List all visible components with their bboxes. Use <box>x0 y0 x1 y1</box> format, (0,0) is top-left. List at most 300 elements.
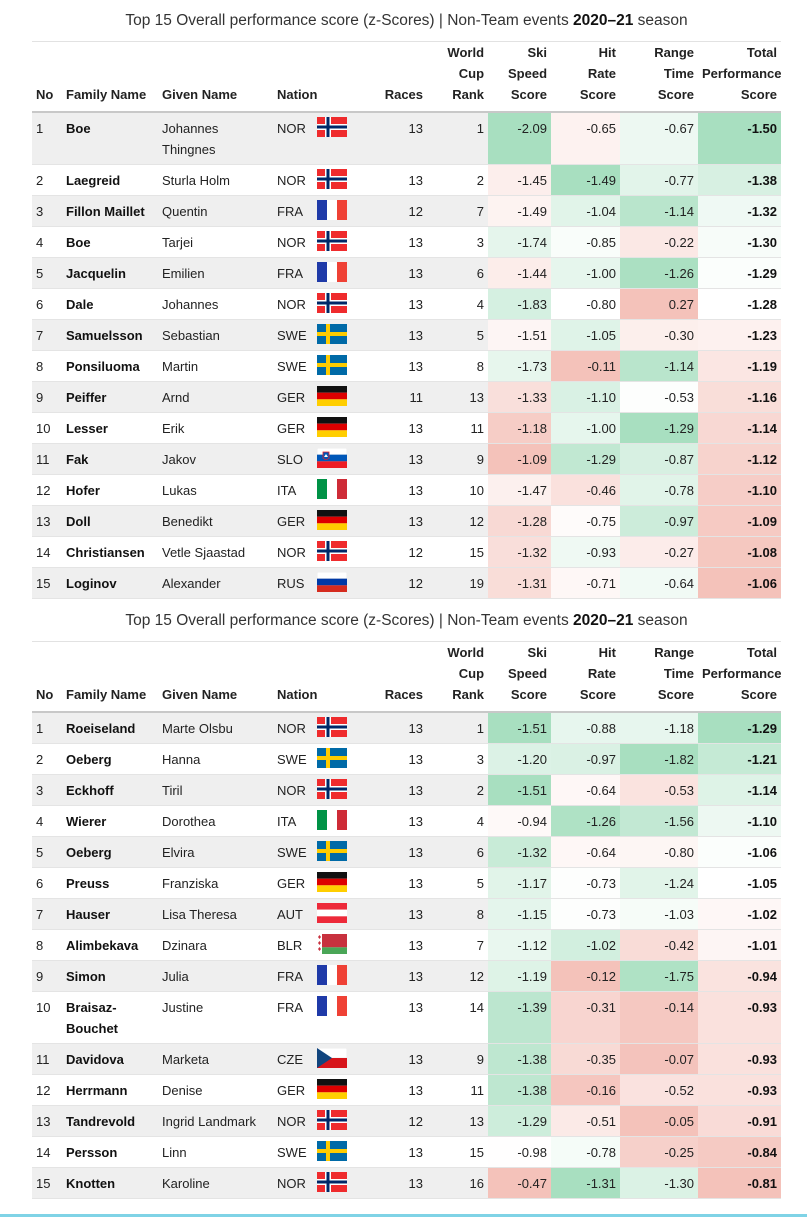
cell-given-name: Dzinara <box>158 930 273 961</box>
cell-family-name: Samuelsson <box>62 320 158 351</box>
cell-total-performance-score: -1.32 <box>698 196 781 227</box>
cell-family-name: Eckhoff <box>62 775 158 806</box>
cell-flag <box>315 1075 367 1106</box>
cell-world-cup-rank: 8 <box>427 351 488 382</box>
cell-hit-rate-score: -0.75 <box>551 506 620 537</box>
cell-nation: NOR <box>273 1168 315 1199</box>
header-line: Rate <box>587 66 617 81</box>
cell-no: 10 <box>32 413 62 444</box>
table-row <box>32 868 781 899</box>
cell-races: 13 <box>367 1137 427 1168</box>
header-line: World <box>447 45 485 60</box>
cell-ski-speed-score: -1.18 <box>488 413 551 444</box>
cell-world-cup-rank: 12 <box>427 961 488 992</box>
table-row <box>32 289 781 320</box>
header-ski-speed-score <box>488 642 551 712</box>
cell-range-time-score: -1.26 <box>620 258 698 289</box>
cell-races: 13 <box>367 744 427 775</box>
cell-ski-speed-score: -1.32 <box>488 537 551 568</box>
table-row <box>32 1137 781 1168</box>
cell-given-name: Sturla Holm <box>158 165 273 196</box>
cell-flag <box>315 868 367 899</box>
cell-family-name: Roeiseland <box>62 712 158 744</box>
cell-hit-rate-score: -1.31 <box>551 1168 620 1199</box>
cell-range-time-score: -1.30 <box>620 1168 698 1199</box>
cell-ski-speed-score: -1.51 <box>488 775 551 806</box>
cell-races: 13 <box>367 289 427 320</box>
cell-world-cup-rank: 12 <box>427 506 488 537</box>
cell-total-performance-score: -1.08 <box>698 537 781 568</box>
cell-world-cup-rank: 11 <box>427 1075 488 1106</box>
header-hit-rate-score <box>551 42 620 112</box>
cell-family-name: Knotten <box>62 1168 158 1199</box>
cell-hit-rate-score: -0.73 <box>551 899 620 930</box>
cell-no: 3 <box>32 196 62 227</box>
cell-no: 2 <box>32 165 62 196</box>
header-line: Total <box>746 645 778 660</box>
cell-hit-rate-score: -0.88 <box>551 712 620 744</box>
cell-given-name: Marketa <box>158 1044 273 1075</box>
cell-family-name: Persson <box>62 1137 158 1168</box>
header-family-name <box>62 42 158 112</box>
cell-given-name: Lukas <box>158 475 273 506</box>
cell-range-time-score: -0.53 <box>620 382 698 413</box>
cell-hit-rate-score: -1.00 <box>551 413 620 444</box>
header-world-cup-rank <box>427 642 488 712</box>
cell-family-name: Wierer <box>62 806 158 837</box>
cell-family-name: Tandrevold <box>62 1106 158 1137</box>
cell-given-name: Franziska <box>158 868 273 899</box>
cell-hit-rate-score: -0.64 <box>551 775 620 806</box>
cell-no: 11 <box>32 444 62 475</box>
cell-range-time-score: -0.14 <box>620 992 698 1044</box>
cell-total-performance-score: -1.12 <box>698 444 781 475</box>
cell-flag <box>315 382 367 413</box>
cell-no: 9 <box>32 961 62 992</box>
table-row <box>32 537 781 568</box>
cell-flag <box>315 289 367 320</box>
norway-flag-icon <box>317 1172 347 1192</box>
cell-hit-rate-score: -0.11 <box>551 351 620 382</box>
header-text: Family Name <box>66 87 147 102</box>
cell-ski-speed-score: -1.15 <box>488 899 551 930</box>
header-given-name <box>158 42 273 112</box>
cell-ski-speed-score: -1.83 <box>488 289 551 320</box>
table-row <box>32 196 781 227</box>
header-range-time-score <box>620 642 698 712</box>
cell-nation: AUT <box>273 899 315 930</box>
cell-no: 8 <box>32 351 62 382</box>
header-no <box>32 42 62 112</box>
cell-family-name: Peiffer <box>62 382 158 413</box>
cell-no: 4 <box>32 227 62 258</box>
cell-no: 15 <box>32 568 62 599</box>
cell-range-time-score: -0.87 <box>620 444 698 475</box>
cell-world-cup-rank: 1 <box>427 112 488 165</box>
header-line: Rank <box>452 687 485 702</box>
norway-flag-icon <box>317 169 347 189</box>
cell-range-time-score: -0.64 <box>620 568 698 599</box>
cell-world-cup-rank: 9 <box>427 444 488 475</box>
germany-flag-icon <box>317 417 347 437</box>
cell-total-performance-score: -1.01 <box>698 930 781 961</box>
header-line: Cup <box>458 66 485 81</box>
header-line: Performance <box>702 66 782 81</box>
title-suffix: season <box>633 612 688 629</box>
cell-given-name: Marte Olsbu <box>158 712 273 744</box>
cell-family-name: Boe <box>62 112 158 165</box>
header-line: Performance <box>702 666 782 681</box>
cell-range-time-score: -0.07 <box>620 1044 698 1075</box>
cell-world-cup-rank: 7 <box>427 196 488 227</box>
norway-flag-icon <box>317 541 347 561</box>
cell-given-name: Tarjei <box>158 227 273 258</box>
cell-nation: NOR <box>273 227 315 258</box>
cell-flag <box>315 1044 367 1075</box>
table-row <box>32 112 781 165</box>
cell-hit-rate-score: -0.71 <box>551 568 620 599</box>
germany-flag-icon <box>317 1079 347 1099</box>
germany-flag-icon <box>317 510 347 530</box>
cell-total-performance-score: -1.14 <box>698 413 781 444</box>
cell-total-performance-score: -1.28 <box>698 289 781 320</box>
cell-given-name: Vetle Sjaastad <box>158 537 273 568</box>
header-line: Score <box>510 687 548 702</box>
cell-races: 13 <box>367 712 427 744</box>
cell-no: 13 <box>32 506 62 537</box>
cell-flag <box>315 712 367 744</box>
cell-given-name: Dorothea <box>158 806 273 837</box>
cell-races: 13 <box>367 413 427 444</box>
header-races <box>367 642 427 712</box>
sweden-flag-icon <box>317 324 347 344</box>
cell-races: 13 <box>367 227 427 258</box>
cell-world-cup-rank: 3 <box>427 744 488 775</box>
cell-hit-rate-score: -1.04 <box>551 196 620 227</box>
cell-hit-rate-score: -1.10 <box>551 382 620 413</box>
cell-flag <box>315 1137 367 1168</box>
slovenia-flag-icon <box>317 448 347 468</box>
cell-flag <box>315 475 367 506</box>
cell-family-name: Lesser <box>62 413 158 444</box>
header-line: Rank <box>452 87 485 102</box>
cell-total-performance-score: -1.16 <box>698 382 781 413</box>
header-line: Ski <box>527 45 548 60</box>
austria-flag-icon <box>317 903 347 923</box>
cell-total-performance-score: -1.29 <box>698 258 781 289</box>
cell-nation: BLR <box>273 930 315 961</box>
cell-no: 1 <box>32 712 62 744</box>
cell-flag <box>315 165 367 196</box>
cell-races: 13 <box>367 112 427 165</box>
cell-total-performance-score: -1.06 <box>698 837 781 868</box>
cell-nation: FRA <box>273 258 315 289</box>
cell-flag <box>315 258 367 289</box>
cell-given-name: Emilien <box>158 258 273 289</box>
cell-total-performance-score: -1.29 <box>698 712 781 744</box>
cell-races: 13 <box>367 258 427 289</box>
cell-family-name: Ponsiluoma <box>62 351 158 382</box>
cell-total-performance-score: -1.30 <box>698 227 781 258</box>
cell-range-time-score: -0.05 <box>620 1106 698 1137</box>
cell-nation: GER <box>273 506 315 537</box>
header-text: Nation <box>277 87 318 102</box>
cell-given-name: Denise <box>158 1075 273 1106</box>
cell-world-cup-rank: 13 <box>427 382 488 413</box>
sweden-flag-icon <box>317 841 347 861</box>
czech-flag-icon <box>317 1048 347 1068</box>
table-row <box>32 930 781 961</box>
header-total-performance-score <box>698 42 781 112</box>
cell-family-name: Doll <box>62 506 158 537</box>
cell-no: 7 <box>32 899 62 930</box>
men-table-block <box>32 0 781 599</box>
cell-given-name: Johannes Thingnes <box>158 112 273 165</box>
cell-family-name: Davidova <box>62 1044 158 1075</box>
cell-flag <box>315 351 367 382</box>
header-no <box>32 642 62 712</box>
cell-no: 7 <box>32 320 62 351</box>
cell-races: 13 <box>367 899 427 930</box>
cell-family-name: Simon <box>62 961 158 992</box>
france-flag-icon <box>317 996 347 1016</box>
cell-world-cup-rank: 10 <box>427 475 488 506</box>
cell-family-name: Fak <box>62 444 158 475</box>
cell-total-performance-score: -1.38 <box>698 165 781 196</box>
cell-races: 12 <box>367 1106 427 1137</box>
cell-family-name: Hofer <box>62 475 158 506</box>
cell-races: 13 <box>367 930 427 961</box>
cell-no: 13 <box>32 1106 62 1137</box>
table-title <box>32 600 781 642</box>
standings-table <box>32 642 781 1199</box>
cell-total-performance-score: -1.10 <box>698 806 781 837</box>
header-line: Range <box>654 645 695 660</box>
table-row <box>32 1106 781 1137</box>
header-text: No <box>36 687 54 702</box>
cell-nation: SLO <box>273 444 315 475</box>
cell-ski-speed-score: -0.94 <box>488 806 551 837</box>
france-flag-icon <box>317 262 347 282</box>
sweden-flag-icon <box>317 748 347 768</box>
cell-family-name: Jacquelin <box>62 258 158 289</box>
cell-races: 13 <box>367 320 427 351</box>
header-races <box>367 42 427 112</box>
cell-ski-speed-score: -1.29 <box>488 1106 551 1137</box>
cell-total-performance-score: -0.81 <box>698 1168 781 1199</box>
cell-hit-rate-score: -0.78 <box>551 1137 620 1168</box>
cell-given-name: Karoline <box>158 1168 273 1199</box>
cell-hit-rate-score: -1.05 <box>551 320 620 351</box>
cell-ski-speed-score: -1.51 <box>488 320 551 351</box>
cell-nation: SWE <box>273 1137 315 1168</box>
cell-total-performance-score: -0.93 <box>698 992 781 1044</box>
cell-given-name: Alexander <box>158 568 273 599</box>
cell-flag <box>315 837 367 868</box>
standings-table <box>32 42 781 599</box>
header-line: Score <box>579 687 617 702</box>
cell-nation: SWE <box>273 320 315 351</box>
norway-flag-icon <box>317 117 347 137</box>
cell-ski-speed-score: -1.33 <box>488 382 551 413</box>
cell-family-name: Preuss <box>62 868 158 899</box>
cell-total-performance-score: -0.91 <box>698 1106 781 1137</box>
cell-total-performance-score: -1.50 <box>698 112 781 165</box>
cell-total-performance-score: -1.10 <box>698 475 781 506</box>
table-row <box>32 382 781 413</box>
cell-hit-rate-score: -0.97 <box>551 744 620 775</box>
cell-ski-speed-score: -1.31 <box>488 568 551 599</box>
cell-flag <box>315 744 367 775</box>
header-line: Total <box>746 45 778 60</box>
cell-no: 3 <box>32 775 62 806</box>
cell-ski-speed-score: -1.38 <box>488 1044 551 1075</box>
cell-given-name: Quentin <box>158 196 273 227</box>
cell-given-name: Benedikt <box>158 506 273 537</box>
cell-nation: ITA <box>273 806 315 837</box>
cell-flag <box>315 1168 367 1199</box>
cell-range-time-score: -0.77 <box>620 165 698 196</box>
cell-no: 14 <box>32 1137 62 1168</box>
cell-hit-rate-score: -0.65 <box>551 112 620 165</box>
cell-range-time-score: -0.22 <box>620 227 698 258</box>
table-row <box>32 775 781 806</box>
table-row <box>32 837 781 868</box>
cell-races: 13 <box>367 506 427 537</box>
cell-hit-rate-score: -0.93 <box>551 537 620 568</box>
cell-nation: NOR <box>273 712 315 744</box>
cell-nation: GER <box>273 1075 315 1106</box>
cell-ski-speed-score: -1.20 <box>488 744 551 775</box>
cell-family-name: Alimbekava <box>62 930 158 961</box>
cell-no: 2 <box>32 744 62 775</box>
cell-world-cup-rank: 4 <box>427 806 488 837</box>
cell-world-cup-rank: 14 <box>427 992 488 1044</box>
cell-races: 13 <box>367 1075 427 1106</box>
title-suffix: season <box>633 12 688 29</box>
header-range-time-score <box>620 42 698 112</box>
cell-hit-rate-score: -1.02 <box>551 930 620 961</box>
cell-total-performance-score: -0.93 <box>698 1044 781 1075</box>
table-row <box>32 806 781 837</box>
cell-world-cup-rank: 3 <box>427 227 488 258</box>
header-text: Nation <box>277 687 318 702</box>
table-row <box>32 1044 781 1075</box>
cell-nation: SWE <box>273 351 315 382</box>
table-row <box>32 258 781 289</box>
cell-world-cup-rank: 6 <box>427 258 488 289</box>
cell-range-time-score: -1.75 <box>620 961 698 992</box>
cell-no: 15 <box>32 1168 62 1199</box>
cell-total-performance-score: -0.94 <box>698 961 781 992</box>
cell-ski-speed-score: -1.17 <box>488 868 551 899</box>
cell-range-time-score: -0.52 <box>620 1075 698 1106</box>
header-line: Score <box>657 687 695 702</box>
cell-no: 8 <box>32 930 62 961</box>
cell-hit-rate-score: -0.16 <box>551 1075 620 1106</box>
header-line: Score <box>510 87 548 102</box>
header-text: Races <box>384 687 424 702</box>
cell-given-name: Martin <box>158 351 273 382</box>
table-row <box>32 506 781 537</box>
header-line: Speed <box>508 66 548 81</box>
cell-nation: NOR <box>273 775 315 806</box>
header-line: Hit <box>598 45 617 60</box>
table-row <box>32 227 781 258</box>
cell-hit-rate-score: -1.26 <box>551 806 620 837</box>
cell-given-name: Erik <box>158 413 273 444</box>
cell-range-time-score: -0.80 <box>620 837 698 868</box>
cell-world-cup-rank: 15 <box>427 537 488 568</box>
header-text: No <box>36 87 54 102</box>
cell-range-time-score: -1.03 <box>620 899 698 930</box>
cell-no: 11 <box>32 1044 62 1075</box>
cell-hit-rate-score: -1.29 <box>551 444 620 475</box>
cell-ski-speed-score: -2.09 <box>488 112 551 165</box>
cell-races: 13 <box>367 1168 427 1199</box>
cell-races: 13 <box>367 992 427 1044</box>
cell-given-name: Elvira <box>158 837 273 868</box>
cell-nation: NOR <box>273 1106 315 1137</box>
cell-races: 13 <box>367 475 427 506</box>
cell-no: 9 <box>32 382 62 413</box>
cell-given-name: Ingrid Landmark <box>158 1106 273 1137</box>
cell-hit-rate-score: -0.35 <box>551 1044 620 1075</box>
france-flag-icon <box>317 200 347 220</box>
cell-ski-speed-score: -1.51 <box>488 712 551 744</box>
header-ski-speed-score <box>488 42 551 112</box>
table-row <box>32 568 781 599</box>
russia-flag-icon <box>317 572 347 592</box>
header-line: Score <box>579 87 617 102</box>
header-line: Rate <box>587 666 617 681</box>
cell-given-name: Justine <box>158 992 273 1044</box>
cell-given-name: Johannes <box>158 289 273 320</box>
cell-family-name: Oeberg <box>62 744 158 775</box>
cell-hit-rate-score: -1.49 <box>551 165 620 196</box>
title-text: Top 15 Overall performance score (z-Scores) | Non-Team events <box>125 12 574 29</box>
header-hit-rate-score <box>551 642 620 712</box>
norway-flag-icon <box>317 231 347 251</box>
cell-total-performance-score: -1.06 <box>698 568 781 599</box>
cell-range-time-score: 0.27 <box>620 289 698 320</box>
cell-nation: GER <box>273 382 315 413</box>
cell-range-time-score: -0.42 <box>620 930 698 961</box>
germany-flag-icon <box>317 386 347 406</box>
cell-races: 13 <box>367 837 427 868</box>
cell-no: 10 <box>32 992 62 1044</box>
cell-races: 13 <box>367 868 427 899</box>
cell-hit-rate-score: -0.64 <box>551 837 620 868</box>
table-row <box>32 992 781 1044</box>
cell-range-time-score: -1.14 <box>620 196 698 227</box>
header-line: Speed <box>508 666 548 681</box>
cell-family-name: Braisaz-Bouchet <box>62 992 158 1044</box>
cell-races: 13 <box>367 961 427 992</box>
cell-flag <box>315 196 367 227</box>
title-text: Top 15 Overall performance score (z-Scores) | Non-Team events <box>125 612 574 629</box>
cell-family-name: Hauser <box>62 899 158 930</box>
header-row <box>32 42 781 112</box>
cell-races: 13 <box>367 351 427 382</box>
cell-nation: FRA <box>273 961 315 992</box>
cell-ski-speed-score: -1.44 <box>488 258 551 289</box>
cell-nation: ITA <box>273 475 315 506</box>
table-row <box>32 1075 781 1106</box>
cell-world-cup-rank: 7 <box>427 930 488 961</box>
cell-flag <box>315 961 367 992</box>
cell-hit-rate-score: -0.31 <box>551 992 620 1044</box>
